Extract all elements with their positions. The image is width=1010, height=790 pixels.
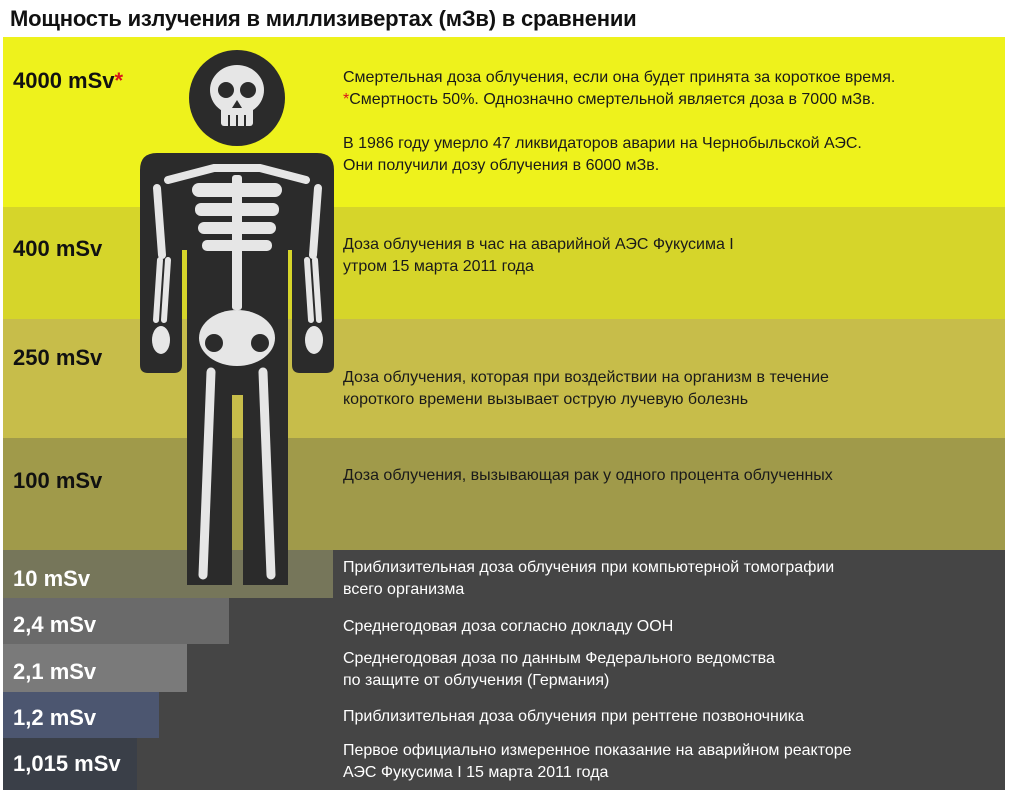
desc-line: Первое официально измеренное показание на аварийном реакторе <box>343 742 852 759</box>
level-label-2-1: 2,1 mSv <box>13 659 97 684</box>
desc-2-1 <box>343 648 775 692</box>
desc-line: Приблизительная доза облучения при компьютерной томографии <box>343 559 835 576</box>
desc-line: Доза облучения, которая при воздействии на организм в течение <box>343 369 829 386</box>
level-label-250: 250 mSv <box>13 345 103 370</box>
level-label-4000: 4000 mSv* <box>13 68 124 93</box>
desc-10 <box>343 557 834 601</box>
desc-1-015 <box>343 740 852 784</box>
desc-2-4 <box>343 616 673 638</box>
desc-line: АЭС Фукусима I 15 марта 2011 года <box>343 764 609 781</box>
level-label-2-4: 2,4 mSv <box>13 612 97 637</box>
desc-line: Приблизительная доза облучения при рентгене позвоночника <box>343 708 805 725</box>
desc-line: Среднегодовая доза согласно докладу ООН <box>343 618 674 635</box>
level-label-10: 10 mSv <box>13 566 91 591</box>
level-label-400: 400 mSv <box>13 236 103 261</box>
level-label-1-015: 1,015 mSv <box>13 751 121 776</box>
desc-line: по защите от облучения (Германия) <box>343 672 610 689</box>
head-icon <box>189 50 285 146</box>
desc-line: короткого времени вызывает острую лучевую болезнь <box>343 391 749 408</box>
level-label-1-2: 1,2 mSv <box>13 705 97 730</box>
desc-line: Они получили дозу облучения в 6000 мЗв. <box>343 157 660 174</box>
desc-400 <box>343 234 734 278</box>
desc-line: Среднегодовая доза по данным Федерального ведомства <box>343 650 775 667</box>
desc-4000 <box>343 67 895 177</box>
desc-line: утром 15 марта 2011 года <box>343 258 534 275</box>
level-label-100: 100 mSv <box>13 468 103 493</box>
chart-title: Мощность излучения в миллизивертах (мЗв) в сравнении <box>10 6 637 31</box>
desc-1-2 <box>343 706 804 728</box>
desc-250 <box>343 367 829 411</box>
desc-line: *Смертность 50%. Однозначно смертельной является доза в 7000 мЗв. <box>343 91 876 108</box>
desc-line: Доза облучения, вызывающая рак у одного процента облученных <box>343 467 833 484</box>
desc-line: всего организма <box>343 581 465 598</box>
desc-line: Доза облучения в час на аварийной АЭС Фукусима I <box>343 236 734 253</box>
desc-line: В 1986 году умерло 47 ликвидаторов аварии на Чернобыльской АЭС. <box>343 135 862 152</box>
desc-line: Смертельная доза облучения, если она будет принята за короткое время. <box>343 69 896 86</box>
desc-100 <box>343 465 833 487</box>
